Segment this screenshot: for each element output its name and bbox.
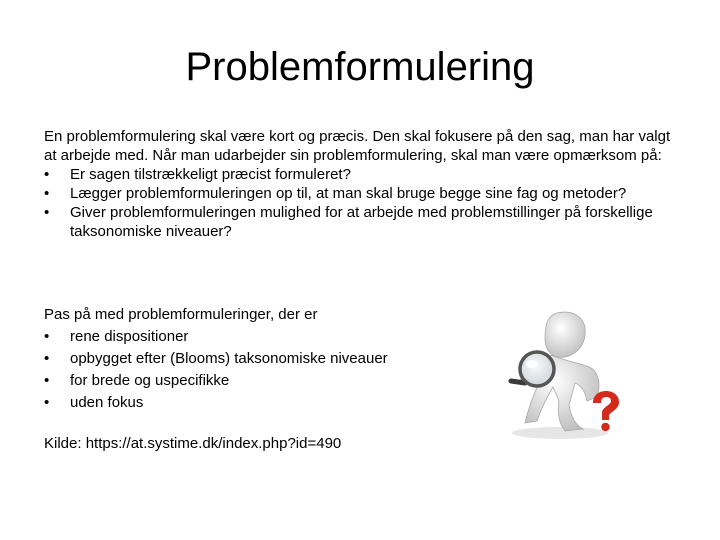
intro-paragraph: En problemformulering skal være kort og præcis. Den skal fokusere på den sag, man har valgt at arbejde med. Når man udarbejder sin problemformulering, skal man være opmærksom på: [44,128,671,164]
bullet-icon: • [44,328,50,345]
list-item-text: opbygget efter (Blooms) taksonomiske niveauer [70,350,388,367]
bullet-icon: • [44,350,50,367]
source-citation: Kilde: https://at.systime.dk/index.php?id=490 [44,435,342,452]
bullet-icon: • [44,185,50,202]
list-item [44,165,684,184]
magnifier-figure-question-icon [505,305,625,440]
slide-title: Problemformulering [185,45,535,89]
bullet-icon: • [44,394,50,411]
list-item-text: Er sagen tilstrækkeligt præcist formuleret? [70,166,351,183]
intro-bullet-list [44,165,684,241]
bullet-icon: • [44,204,50,221]
list-item [44,203,684,241]
caution-heading: Pas på med problemformuleringer, der er [44,306,318,323]
list-item [44,184,684,203]
intro-block [44,127,684,241]
list-item-text: for brede og uspecifikke [70,372,230,389]
list-item-text: Lægger problemformuleringen op til, at man skal bruge begge sine fag og metoder? [70,185,627,202]
list-item-text: Giver problemformuleringen mulighed for at arbejde med problemstillinger på forskellige taksonomiske niveauer? [70,204,653,240]
list-item [44,392,464,414]
list-item [44,370,464,392]
bullet-icon: • [44,372,50,389]
list-item [44,326,464,348]
caution-bullet-list [44,326,464,414]
list-item-text: rene dispositioner [70,328,189,345]
list-item-text: uden fokus [70,394,144,411]
caution-block [44,304,464,414]
bullet-icon: • [44,166,50,183]
list-item [44,348,464,370]
